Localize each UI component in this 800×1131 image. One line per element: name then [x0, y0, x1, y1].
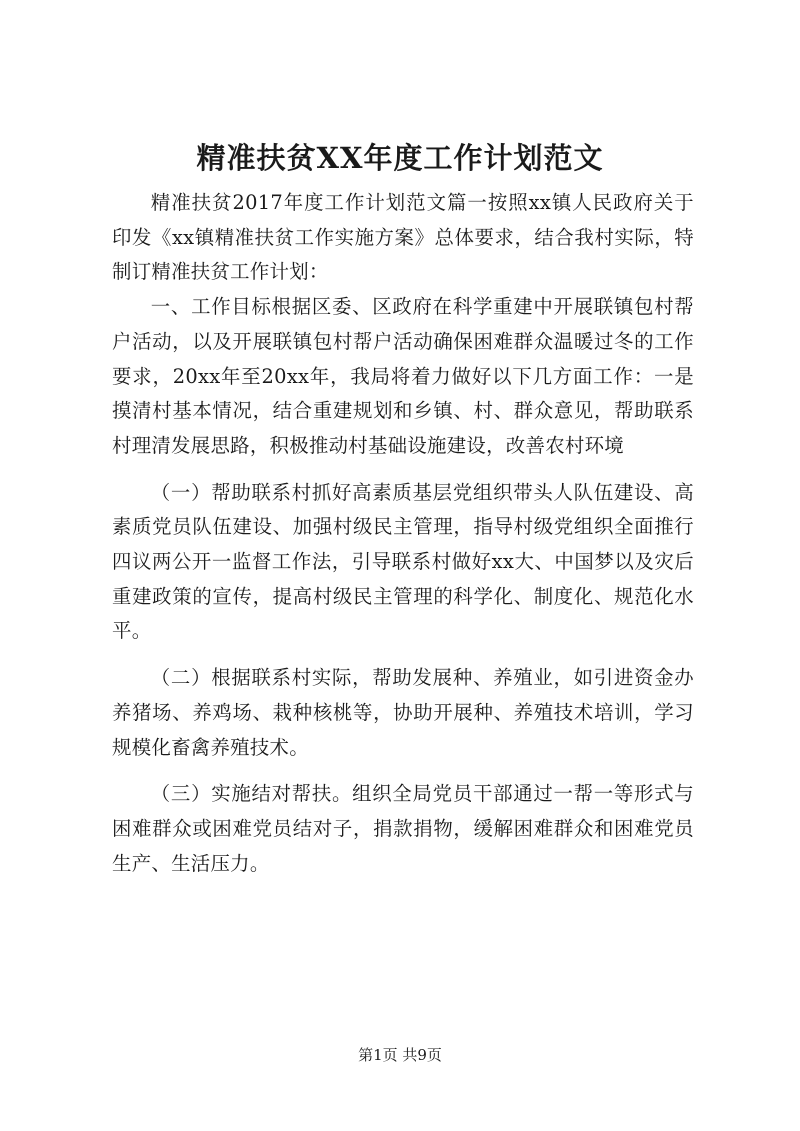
- page-number-footer: 第1页 共9页: [358, 1046, 442, 1064]
- paragraph-item-1: （一）帮助联系村抓好高素质基层党组织带头人队伍建设、高素质党员队伍建设、加强村级民主管理，指导村级党组织全面推行四议两公开一监督工作法，引导联系村做好xx大、中国梦以及灾后重建政策的宣传，提高村级民主管理的科学化、制度化、规范化水平。: [112, 480, 694, 643]
- paragraph-work-goals: 一、工作目标根据区委、区政府在科学重建中开展联镇包村帮户活动，以及开展联镇包村帮户活动确保困难群众温暖过冬的工作要求，20xx年至20xx年，我局将着力做好以下几方面工作：一是摸清村基本情况，结合重建规划和乡镇、村、群众意见，帮助联系村理清发展思路，积极推动村基础设施建设，改善农村环境: [112, 295, 694, 457]
- document-body: [112, 186, 694, 881]
- document-title: 精准扶贫XX年度工作计划范文: [196, 141, 604, 175]
- paragraph-item-3: （三）实施结对帮扶。组织全局党员干部通过一帮一等形式与困难群众或困难党员结对子，捐款捐物，缓解困难群众和困难党员生产、生活压力。: [112, 782, 694, 875]
- paragraph-intro: 精准扶贫2017年度工作计划范文篇一按照xx镇人民政府关于印发《xx镇精准扶贫工作实施方案》总体要求，结合我村实际，特制订精准扶贫工作计划：: [112, 191, 694, 284]
- paragraph-item-2: （二）根据联系村实际，帮助发展种、养殖业，如引进资金办养猪场、养鸡场、栽种核桃等，协助开展种、养殖技术培训，学习规模化畜禽养殖技术。: [112, 666, 694, 759]
